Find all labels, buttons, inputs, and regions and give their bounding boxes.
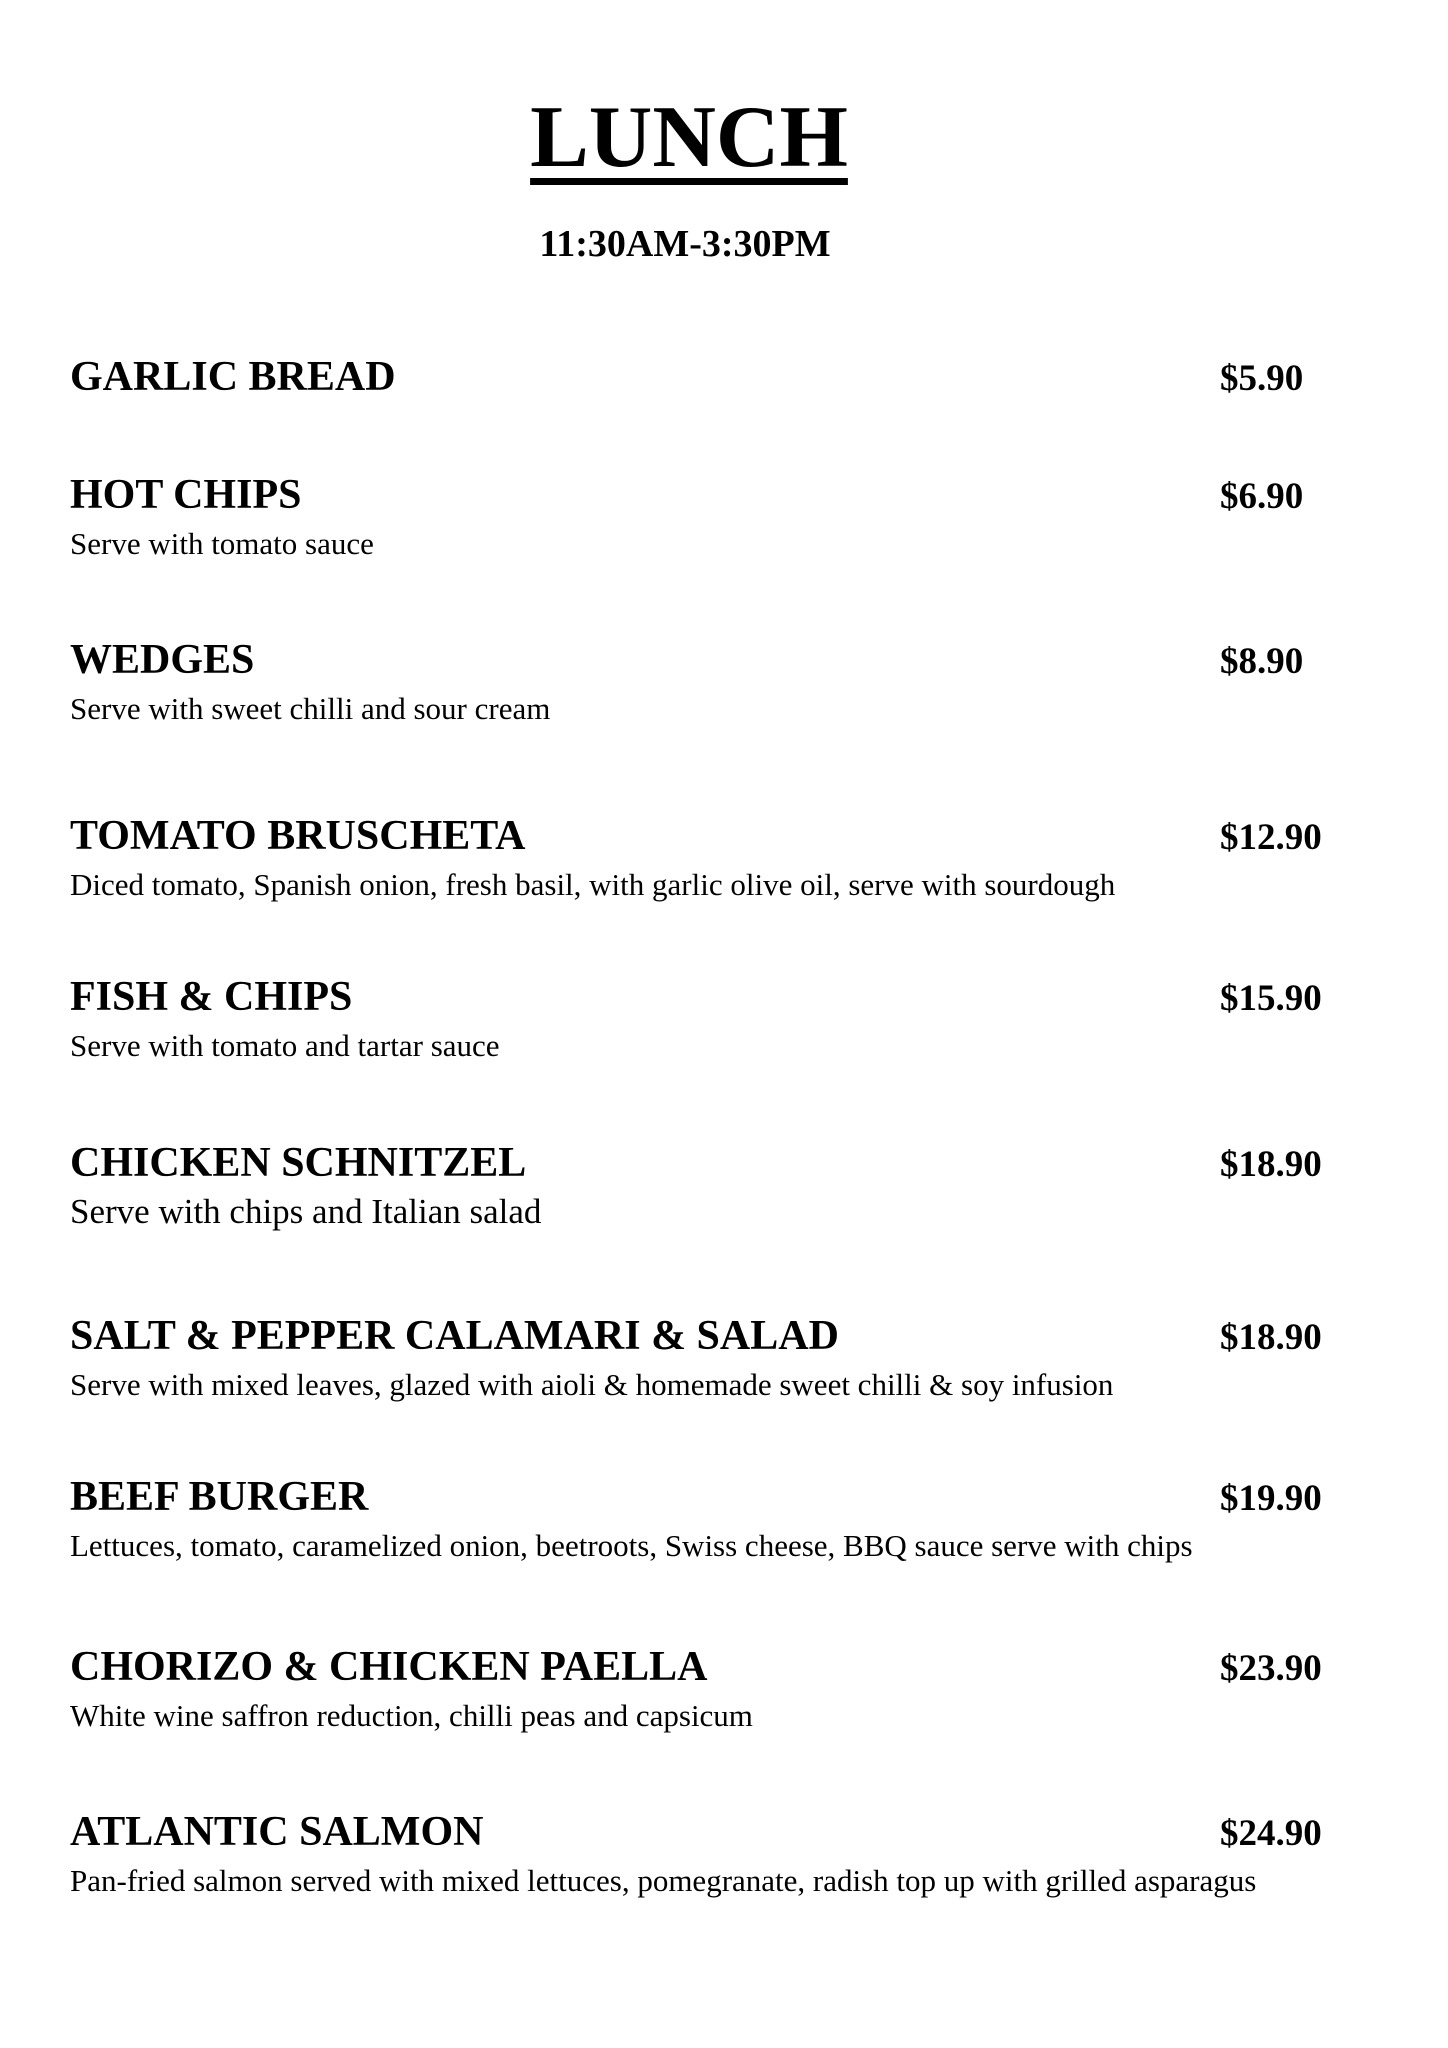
item-name: CHICKEN SCHNITZEL <box>70 1140 527 1186</box>
item-description: Serve with chips and Italian salad <box>70 1192 542 1231</box>
menu-title-text: LUNCH <box>530 89 848 186</box>
item-description: Lettuces, tomato, caramelized onion, beetroots, Swiss cheese, BBQ sauce serve with chips <box>70 1528 1193 1563</box>
item-price: $18.90 <box>1220 1317 1322 1358</box>
item-description: Serve with mixed leaves, glazed with aioli & homemade sweet chilli & soy infusion <box>70 1367 1114 1402</box>
item-name: CHORIZO & CHICKEN PAELLA <box>70 1644 708 1690</box>
item-price: $18.90 <box>1220 1144 1322 1185</box>
item-price: $8.90 <box>1220 641 1304 682</box>
item-description: Pan-fried salmon served with mixed lettuces, pomegranate, radish top up with grilled asparagus <box>70 1863 1257 1898</box>
item-price: $5.90 <box>1220 358 1304 399</box>
menu-title <box>0 88 1378 188</box>
item-description: White wine saffron reduction, chilli peas and capsicum <box>70 1698 753 1733</box>
item-price: $23.90 <box>1220 1648 1322 1689</box>
item-name: WEDGES <box>70 637 255 683</box>
item-price: $12.90 <box>1220 817 1322 858</box>
item-price: $6.90 <box>1220 476 1304 517</box>
menu-hours: 11:30AM-3:30PM <box>539 223 831 265</box>
item-name: ATLANTIC SALMON <box>70 1809 484 1855</box>
item-name: HOT CHIPS <box>70 472 302 518</box>
item-description: Serve with sweet chilli and sour cream <box>70 691 551 726</box>
item-name: TOMATO BRUSCHETA <box>70 813 526 859</box>
item-description: Serve with tomato and tartar sauce <box>70 1028 500 1063</box>
item-description: Serve with tomato sauce <box>70 526 374 561</box>
item-description: Diced tomato, Spanish onion, fresh basil, with garlic olive oil, serve with sourdough <box>70 867 1116 902</box>
item-name: BEEF BURGER <box>70 1474 369 1520</box>
item-name: GARLIC BREAD <box>70 354 396 400</box>
item-price: $24.90 <box>1220 1813 1322 1854</box>
item-price: $15.90 <box>1220 978 1322 1019</box>
item-price: $19.90 <box>1220 1478 1322 1519</box>
item-name: SALT & PEPPER CALAMARI & SALAD <box>70 1313 839 1359</box>
item-name: FISH & CHIPS <box>70 974 353 1020</box>
